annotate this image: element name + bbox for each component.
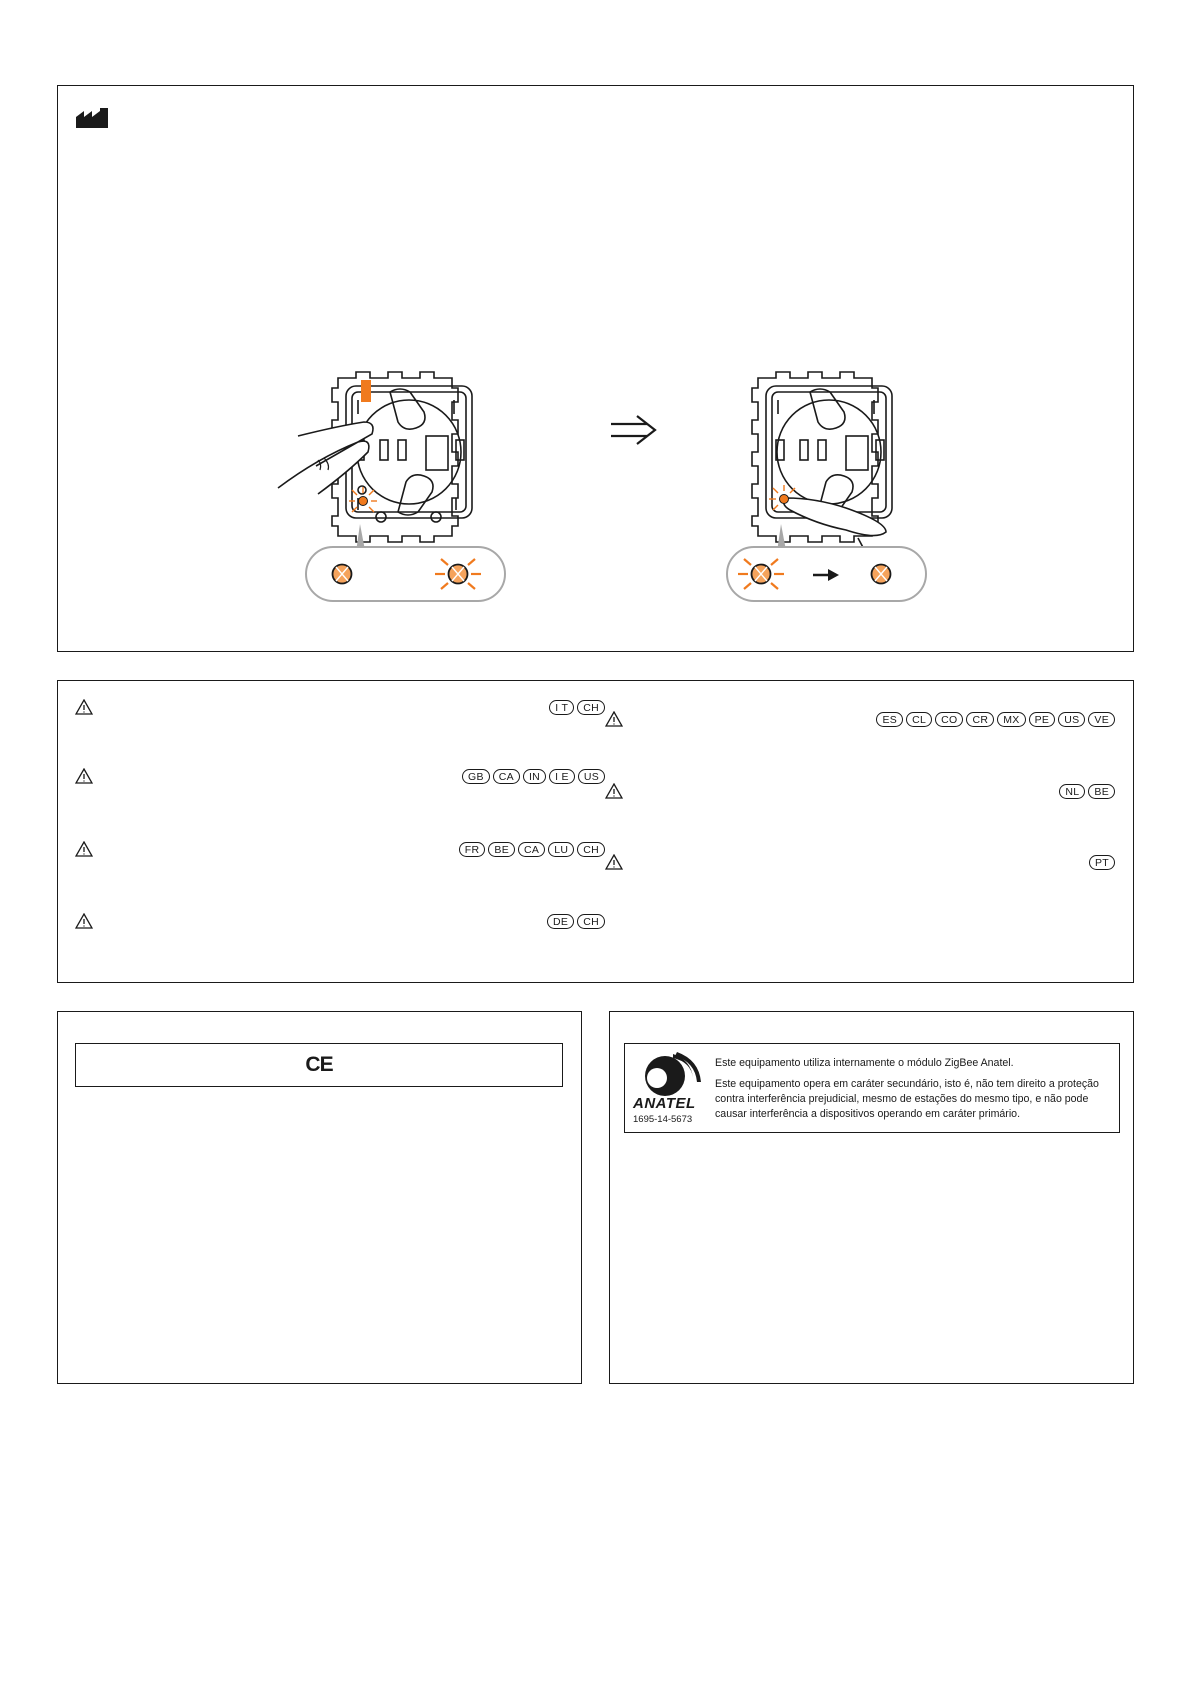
warning-triangle-icon bbox=[75, 841, 93, 857]
warning-row bbox=[605, 783, 1115, 803]
warning-row bbox=[75, 841, 605, 861]
country-code: LU bbox=[548, 842, 574, 857]
country-code: CR bbox=[966, 712, 994, 727]
warning-triangle-icon bbox=[75, 913, 93, 929]
warning-row bbox=[75, 913, 605, 933]
anatel-logo-name: ANATEL bbox=[633, 1095, 696, 1112]
anatel-text bbox=[715, 1056, 1115, 1128]
country-code: CA bbox=[493, 769, 520, 784]
country-codes bbox=[1089, 855, 1115, 870]
ce-box bbox=[75, 1043, 563, 1087]
country-codes bbox=[876, 712, 1115, 727]
factory-icon bbox=[75, 107, 111, 129]
country-code: PT bbox=[1089, 855, 1115, 870]
country-code: ES bbox=[876, 712, 903, 727]
country-code: CH bbox=[577, 914, 605, 929]
country-code: CA bbox=[518, 842, 545, 857]
country-code: US bbox=[578, 769, 605, 784]
country-code: DE bbox=[547, 914, 574, 929]
ce-panel bbox=[57, 1011, 582, 1384]
country-code: BE bbox=[488, 842, 515, 857]
right-arrow-icon bbox=[812, 568, 840, 582]
led-status-bubble-step1 bbox=[305, 546, 506, 602]
anatel-logo-icon bbox=[633, 1050, 705, 1098]
warning-triangle-icon bbox=[75, 699, 93, 715]
anatel-panel bbox=[609, 1011, 1134, 1384]
country-codes bbox=[549, 700, 605, 715]
led-blinking-icon bbox=[736, 553, 786, 595]
led-blinking-icon bbox=[433, 553, 483, 595]
country-code: CH bbox=[577, 842, 605, 857]
double-arrow-icon bbox=[609, 412, 659, 448]
country-code: BE bbox=[1088, 784, 1115, 799]
anatel-logo bbox=[633, 1050, 705, 1130]
reset-panel bbox=[57, 85, 1134, 652]
led-off-icon bbox=[868, 561, 894, 587]
led-off-icon bbox=[329, 561, 355, 587]
country-codes bbox=[459, 842, 605, 857]
country-code: CH bbox=[577, 700, 605, 715]
warning-triangle-icon bbox=[605, 854, 623, 870]
country-code: CO bbox=[935, 712, 963, 727]
country-code: MX bbox=[997, 712, 1025, 727]
country-codes bbox=[547, 914, 605, 929]
country-code: CL bbox=[906, 712, 932, 727]
anatel-logo-code: 1695-14-5673 bbox=[633, 1114, 693, 1125]
led-status-bubble-step2 bbox=[726, 546, 927, 602]
country-code: US bbox=[1058, 712, 1085, 727]
warning-triangle-icon bbox=[605, 783, 623, 799]
country-code: PE bbox=[1029, 712, 1056, 727]
country-code: GB bbox=[462, 769, 490, 784]
country-codes bbox=[1059, 784, 1115, 799]
warning-row bbox=[75, 699, 605, 719]
country-code: NL bbox=[1059, 784, 1085, 799]
country-codes bbox=[462, 769, 605, 784]
warning-row bbox=[605, 711, 1115, 731]
warning-row bbox=[605, 854, 1115, 874]
country-code: I T bbox=[549, 700, 574, 715]
anatel-line2: Este equipamento opera em caráter secundário, isto é, não tem direito a proteção contra interferência prejudicial, mesmo de estações do mesmo tipo, e não pode causar interferência a dispositivos operando em caráter primário. bbox=[715, 1078, 1099, 1120]
warning-triangle-icon bbox=[75, 768, 93, 784]
country-code: I E bbox=[549, 769, 575, 784]
anatel-line1: Este equipamento utiliza internamente o módulo ZigBee Anatel. bbox=[715, 1057, 1014, 1069]
warning-triangle-icon bbox=[605, 711, 623, 727]
country-code: IN bbox=[523, 769, 546, 784]
warnings-panel bbox=[57, 680, 1134, 983]
country-code: FR bbox=[459, 842, 486, 857]
country-code: VE bbox=[1088, 712, 1115, 727]
warning-row bbox=[75, 768, 605, 788]
ce-mark: CE bbox=[305, 1053, 333, 1076]
anatel-box bbox=[624, 1043, 1120, 1133]
